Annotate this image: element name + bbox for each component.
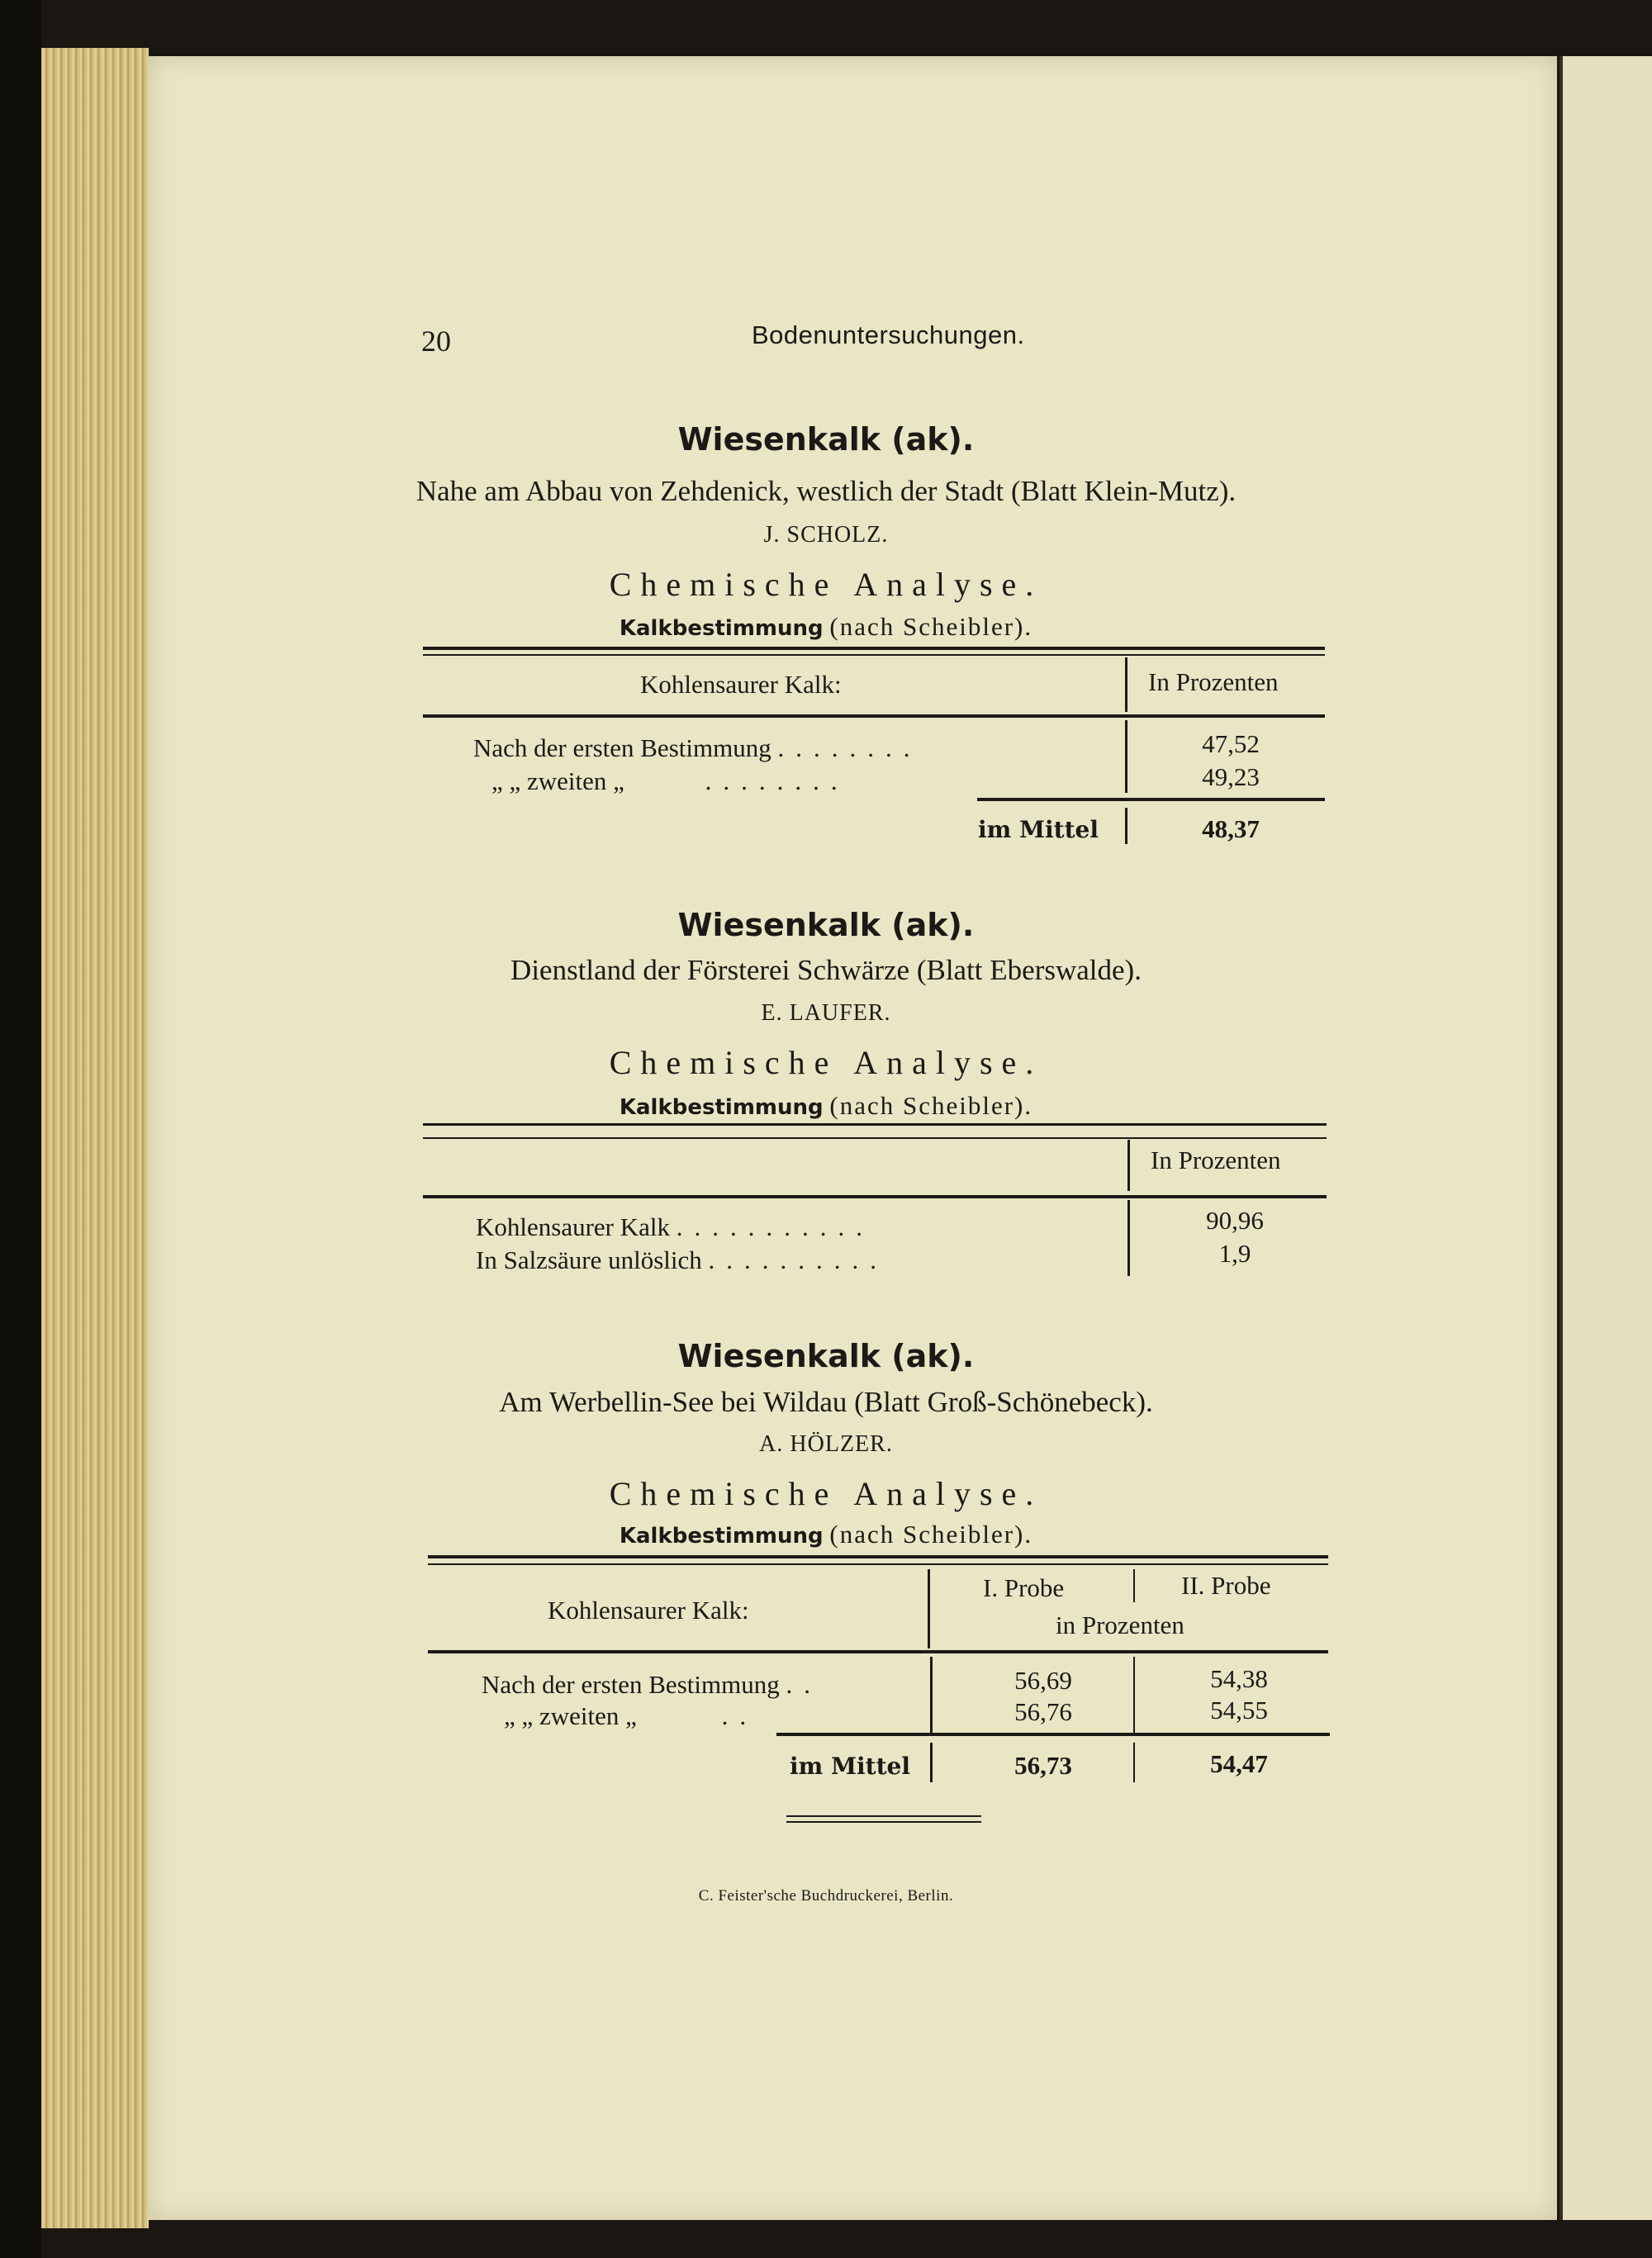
table-row-value-probe-1: 56,69: [1014, 1666, 1072, 1695]
table-rule-mid: [423, 714, 1325, 718]
table-rule-top: [428, 1555, 1328, 1558]
col-header-right: In Prozenten: [1148, 667, 1279, 696]
table-rule-top: [423, 647, 1325, 650]
section-3-title: Wiesenkalk (ak).: [677, 1338, 975, 1374]
table-row-value: 49,23: [1202, 762, 1260, 791]
table-row-value: 47,52: [1202, 729, 1260, 758]
section-3-method: Kalkbestimmung (nach Scheibler).: [619, 1520, 1033, 1549]
section-1-location: Nahe am Abbau von Zehdenick, westlich der Stadt (Blatt Klein-Mutz).: [415, 475, 1237, 507]
column-divider: [930, 1743, 933, 1782]
table-row-value: 1,9: [1218, 1239, 1251, 1268]
column-divider: [1133, 1657, 1135, 1736]
table-row-label: Nach der ersten Bestimmung ........: [473, 733, 922, 762]
column-divider: [1133, 1569, 1135, 1602]
table-row-value: 90,96: [1206, 1206, 1264, 1235]
running-title: Bodenuntersuchungen.: [752, 320, 1025, 349]
col-header-probe-2: II. Probe: [1181, 1571, 1271, 1600]
section-1-author: J. SCHOLZ.: [763, 522, 889, 548]
column-divider: [930, 1657, 933, 1736]
col-header-left: Kohlensaurer Kalk:: [548, 1596, 749, 1625]
section-2-title: Wiesenkalk (ak).: [677, 907, 975, 943]
column-divider: [928, 1569, 930, 1648]
table-row-value-probe-1: 56,76: [1014, 1697, 1072, 1726]
mean-label: im Mittel: [978, 816, 1099, 843]
table-rule-mean: [776, 1733, 1330, 1736]
table-rule-top-thin: [423, 1137, 1327, 1139]
section-1-analysis-heading: Chemische Analyse.: [609, 566, 1043, 603]
col-header-left: Kohlensaurer Kalk:: [640, 670, 842, 699]
table-row-label: „ „ zweiten „ ........: [491, 766, 849, 795]
table-row-label: Kohlensaurer Kalk ...........: [476, 1212, 874, 1241]
mean-value-probe-1: 56,73: [1014, 1751, 1072, 1780]
table-rule-top-thin: [428, 1563, 1328, 1565]
column-divider: [1127, 1140, 1130, 1191]
mean-value-probe-2: 54,47: [1210, 1749, 1268, 1778]
col-header-unit: in Prozenten: [1056, 1610, 1184, 1639]
column-divider: [1125, 808, 1127, 844]
table-row-value-probe-2: 54,55: [1210, 1696, 1268, 1724]
section-1-method: Kalkbestimmung (nach Scheibler).: [619, 612, 1033, 641]
page-number: 20: [421, 325, 451, 358]
section-2-method: Kalkbestimmung (nach Scheibler).: [619, 1091, 1033, 1120]
table-rule-mean: [977, 798, 1325, 801]
table-rule-mid: [423, 1195, 1327, 1198]
table-row-label: Nach der ersten Bestimmung ..: [482, 1670, 822, 1699]
section-3-location: Am Werbellin-See bei Wildau (Blatt Groß-Schönebeck).: [499, 1386, 1153, 1418]
table-rule-mid: [428, 1650, 1328, 1653]
end-rule: [786, 1821, 981, 1823]
mean-value: 48,37: [1202, 814, 1260, 843]
section-3-author: A. HÖLZER.: [759, 1431, 893, 1457]
printer-imprint: C. Feister'sche Buchdruckerei, Berlin.: [698, 1887, 954, 1905]
column-divider: [1133, 1743, 1135, 1782]
table-row-value-probe-2: 54,38: [1210, 1664, 1268, 1693]
table-rule-top: [423, 1123, 1327, 1126]
section-2-analysis-heading: Chemische Analyse.: [609, 1044, 1043, 1081]
col-header-right: In Prozenten: [1151, 1146, 1281, 1174]
column-divider: [1125, 720, 1127, 793]
end-rule: [786, 1815, 981, 1817]
mean-label: im Mittel: [790, 1753, 910, 1780]
table-row-label: In Salzsäure unlöslich ..........: [476, 1245, 889, 1274]
column-divider: [1127, 1200, 1130, 1276]
section-3-analysis-heading: Chemische Analyse.: [609, 1475, 1043, 1512]
section-1-title: Wiesenkalk (ak).: [677, 421, 975, 458]
column-divider: [1125, 657, 1127, 712]
book-cover: [0, 0, 41, 2258]
col-header-probe-1: I. Probe: [983, 1573, 1065, 1602]
section-2-location: Dienstland der Försterei Schwärze (Blatt Eberswalde).: [510, 954, 1142, 986]
table-row-label: „ „ zweiten „ ..: [504, 1701, 758, 1730]
section-2-author: E. LAUFER.: [761, 1000, 891, 1026]
table-rule-top-thin: [423, 654, 1325, 656]
